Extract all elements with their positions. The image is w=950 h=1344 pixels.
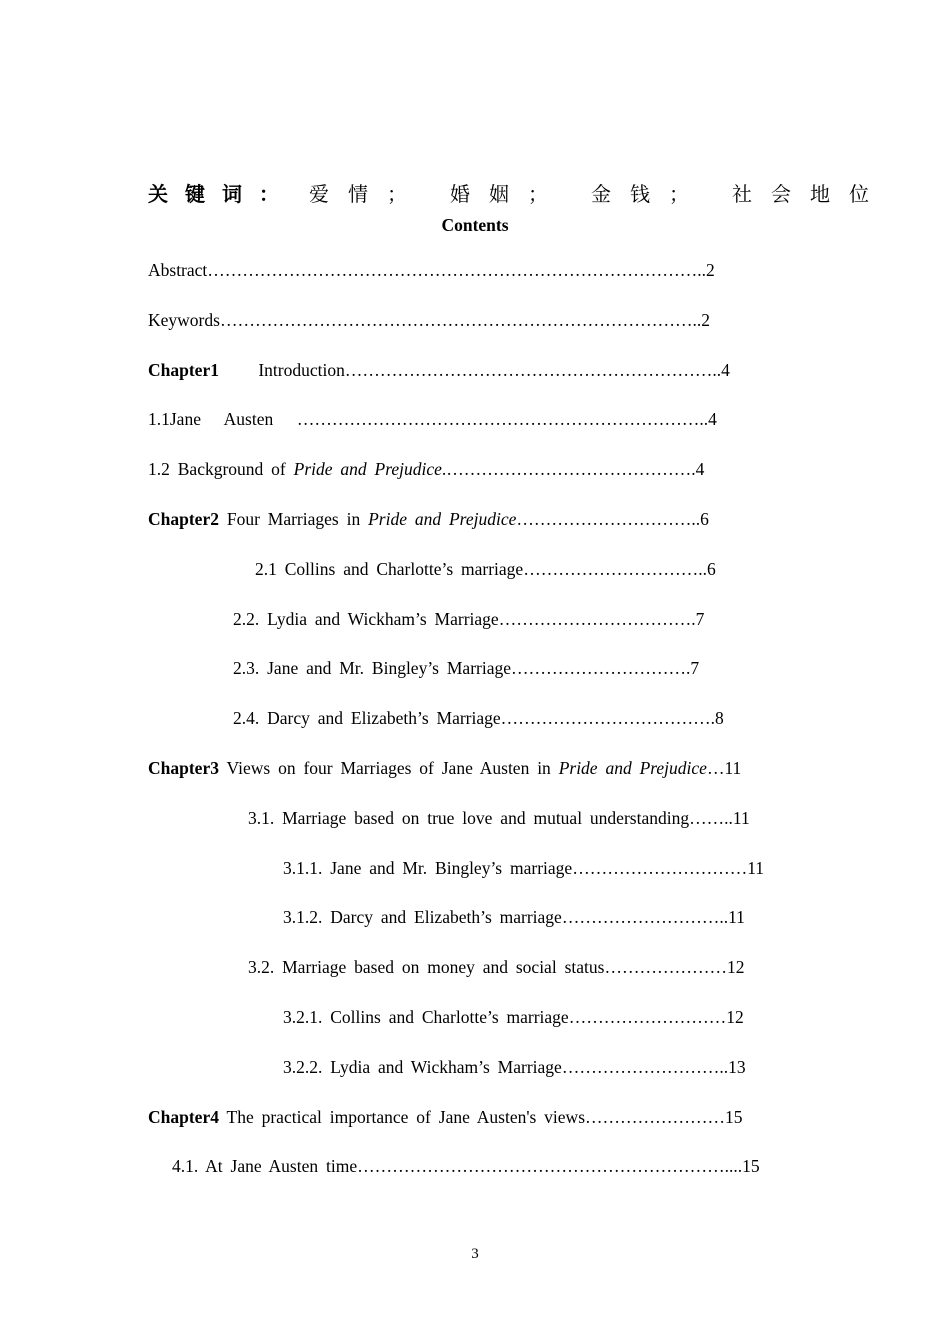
toc-text: 2.2. Lydia and Wickham’s Marriage bbox=[233, 608, 499, 629]
toc-entry bbox=[148, 246, 802, 296]
toc-text: …………………………..6 bbox=[516, 508, 709, 529]
toc-text: ………………………..13 bbox=[561, 1056, 746, 1077]
toc-text: Abstract bbox=[148, 260, 208, 280]
toc-text: Introduction bbox=[218, 359, 345, 380]
toc-text: ……..11 bbox=[689, 807, 750, 828]
toc-entry bbox=[148, 893, 802, 943]
toc-chapter-label: Chapter2 bbox=[148, 508, 219, 529]
toc-text: …………………………..6 bbox=[523, 558, 716, 579]
page-number: 3 bbox=[471, 1246, 479, 1262]
toc-book-title: Pride and Prejudice bbox=[558, 757, 707, 778]
keywords-line bbox=[148, 180, 876, 210]
toc-text: 2.1 Collins and Charlotte’s marriage bbox=[255, 558, 524, 579]
toc-entry bbox=[148, 296, 802, 346]
toc-text: ………………………………………………………………………..2 bbox=[219, 309, 710, 330]
toc-text: …………………………….7 bbox=[498, 608, 705, 629]
toc-entry bbox=[148, 1093, 802, 1143]
toc-list bbox=[148, 246, 802, 1192]
toc-text: …………………………11 bbox=[572, 857, 765, 878]
toc-text: 3.1.1. Jane and Mr. Bingley’s marriage bbox=[283, 857, 573, 878]
toc-text: ………………………….7 bbox=[511, 658, 700, 679]
toc-entry bbox=[148, 395, 802, 445]
toc-text: ……………………………….8 bbox=[500, 708, 724, 729]
toc-entry bbox=[148, 445, 802, 495]
toc-entry bbox=[148, 1043, 802, 1093]
toc-entry bbox=[148, 346, 802, 396]
toc-text: ………………………………………………………....15 bbox=[357, 1156, 760, 1177]
toc-text: 3.2.1. Collins and Charlotte’s marriage bbox=[283, 1006, 569, 1027]
toc-text: 3.2.2. Lydia and Wickham’s Marriage bbox=[283, 1056, 562, 1077]
toc-text: ……………………15 bbox=[585, 1106, 743, 1127]
toc-book-title: Pride and Prejudice bbox=[368, 508, 517, 529]
toc-text: ……………………………………………………………..4 bbox=[296, 409, 717, 430]
toc-text: …………………………………………………………………………..2 bbox=[207, 260, 715, 280]
toc-chapter-label: Chapter1 bbox=[148, 359, 219, 380]
toc-text: ………………………12 bbox=[568, 1006, 744, 1027]
toc-text: …………………12 bbox=[604, 957, 745, 978]
toc-entry bbox=[148, 644, 802, 694]
contents-heading: Contents bbox=[441, 215, 509, 235]
keywords-value: 爱 情 ； 婚 姻 ； 金 钱 ； 社 会 地 位 bbox=[285, 184, 876, 206]
toc-entry bbox=[148, 794, 802, 844]
toc-text: 3.1.2. Darcy and Elizabeth’s marriage bbox=[283, 907, 562, 928]
toc-entry bbox=[148, 943, 802, 993]
toc-chapter-label: Chapter3 bbox=[148, 757, 219, 778]
toc-text: 2.4. Darcy and Elizabeth’s Marriage bbox=[233, 708, 501, 729]
toc-text: Keywords bbox=[148, 309, 220, 330]
toc-entry bbox=[148, 545, 802, 595]
toc-entry bbox=[148, 694, 802, 744]
toc-text: …11 bbox=[706, 757, 742, 778]
toc-entry bbox=[148, 993, 802, 1043]
toc-entry bbox=[148, 595, 802, 645]
toc-text: The practical importance of Jane Austen's views bbox=[218, 1106, 586, 1127]
toc-text: Views on four Marriages of Jane Austen in bbox=[218, 757, 559, 778]
toc-text: 3.1. Marriage based on true love and mutual understanding bbox=[248, 807, 690, 828]
toc-entry bbox=[148, 1142, 802, 1192]
toc-text: 1.2 Background of bbox=[148, 459, 294, 480]
toc-text: 3.2. Marriage based on money and social status bbox=[248, 957, 605, 978]
keywords-label: 关 键 词 ： bbox=[148, 184, 285, 206]
toc-text: 4.1. At Jane Austen time bbox=[172, 1156, 358, 1177]
toc-text: Four Marriages in bbox=[218, 508, 369, 529]
toc-book-title: Pride and Prejudice bbox=[293, 459, 442, 480]
toc-chapter-label: Chapter4 bbox=[148, 1106, 219, 1127]
toc-text: 2.3. Jane and Mr. Bingley’s Marriage bbox=[233, 658, 512, 679]
toc-entry bbox=[148, 844, 802, 894]
toc-text: 1.1Jane Austen bbox=[148, 409, 297, 430]
toc-entry bbox=[148, 744, 802, 794]
toc-text: ………………………………………………………..4 bbox=[344, 359, 730, 380]
toc-text: ………………………..11 bbox=[561, 907, 745, 928]
toc-text: .…………………………………….4 bbox=[441, 459, 705, 480]
toc-entry bbox=[148, 495, 802, 545]
